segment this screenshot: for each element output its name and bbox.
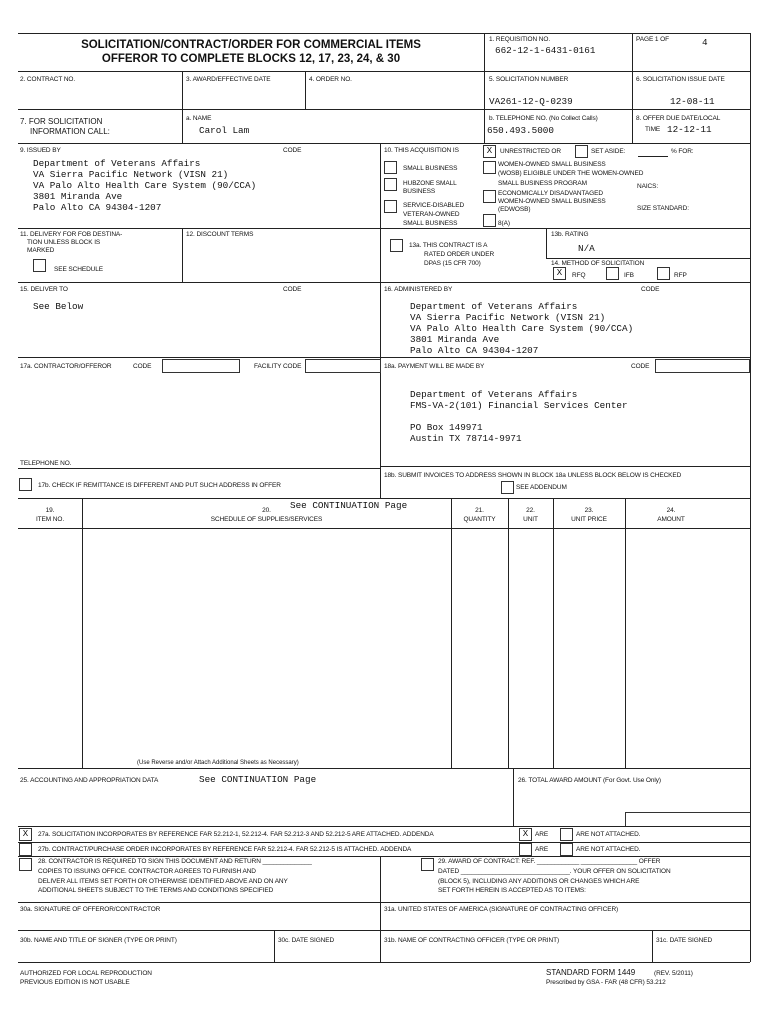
clause-27b-text: 27b. CONTRACT/PURCHASE ORDER INCORPORATES BY REFERENCE FAR 52.212-4. FAR 52.212-5 IS ATTACHED. ADDENDA <box>38 846 412 853</box>
telephone-value: 650.493.5000 <box>487 125 554 136</box>
clause-27b-are-label: ARE <box>535 846 549 853</box>
rfp-label: RFP <box>674 272 687 279</box>
officer-name-label: 31b. NAME OF CONTRACTING OFFICER (TYPE OR PRINT) <box>384 937 560 944</box>
issued-by-line: VA Sierra Pacific Network (VISN 21) <box>33 169 229 180</box>
rating-label: 13b. RATING <box>551 231 589 238</box>
clause-27a-text: 27a. SOLICITATION INCORPORATES BY REFERENCE FAR 52.212-1, 52.212-4. FAR 52.212-3 AND 52.212-5 ARE ATTACHED. ADDENDA <box>38 831 434 838</box>
clause-27b-are-checkbox[interactable] <box>519 843 532 856</box>
deliver-to-label: 15. DELIVER TO <box>20 286 68 293</box>
contact-name-label: a. NAME <box>186 115 212 122</box>
fob-label-2: TION UNLESS BLOCK IS <box>27 239 101 246</box>
col-item-no-label: ITEM NO. <box>35 516 65 523</box>
remittance-checkbox[interactable] <box>19 478 32 491</box>
sdvosb-label-3: SMALL BUSINESS <box>403 220 458 227</box>
administered-by-code-label: CODE <box>641 286 660 293</box>
offer-due-time-label: TIME <box>645 126 661 133</box>
solicitation-no-value: VA261-12-Q-0239 <box>489 96 573 107</box>
requisition-no-label: 1. REQUISITION NO. <box>489 36 551 43</box>
issue-date-value: 12-08-11 <box>670 96 715 107</box>
payment-code-field[interactable] <box>655 359 750 373</box>
officer-date-label: 31c. DATE SIGNED <box>656 937 713 944</box>
total-award-field[interactable] <box>625 812 750 826</box>
contract-no-label: 2. CONTRACT NO. <box>20 76 76 83</box>
issued-by-label: 9. ISSUED BY <box>20 147 61 154</box>
offer-due-label: 8. OFFER DUE DATE/LOCAL <box>636 115 721 122</box>
payment-label: 18a. PAYMENT WILL BE MADE BY <box>384 363 485 370</box>
col-quantity-num: 21. <box>475 507 484 514</box>
contractor-telephone-label: TELEPHONE NO. <box>20 460 72 467</box>
info-call-label-2: INFORMATION CALL: <box>30 127 110 136</box>
sdvosb-label: SERVICE-DISABLED <box>403 202 465 209</box>
payment-line: FMS-VA-2(101) Financial Services Center <box>410 400 628 411</box>
signature-offeror-label: 30a. SIGNATURE OF OFFEROR/CONTRACTOR <box>20 906 161 913</box>
col-unit-label: UNIT <box>523 516 538 523</box>
payment-line: PO Box 149971 <box>410 422 483 433</box>
administered-by-line: VA Palo Alto Health Care System (90/CCA) <box>410 323 634 334</box>
edwosb-checkbox[interactable] <box>483 190 496 203</box>
clause-27b-are-not-checkbox[interactable] <box>560 843 573 856</box>
deliver-to-value: See Below <box>33 301 84 312</box>
size-standard-label: SIZE STANDARD: <box>637 205 689 212</box>
set-aside-label: SET ASIDE: <box>591 148 626 155</box>
method-label: 14. METHOD OF SOLICITATION <box>551 260 645 267</box>
administered-by-label: 16. ADMINISTERED BY <box>384 286 453 293</box>
sdvosb-label-2: VETERAN-OWNED <box>403 211 460 218</box>
accounting-value: See CONTINUATION Page <box>199 774 317 785</box>
clause-27a-are-not-checkbox[interactable] <box>560 828 573 841</box>
signer-name-label: 30b. NAME AND TITLE OF SIGNER (TYPE OR PRINT) <box>20 937 177 944</box>
issued-by-code-label: CODE <box>283 147 302 154</box>
clause-28-text-3: DELIVER ALL ITEMS SET FORTH OR OTHERWISE IDENTIFIED ABOVE AND ON ANY <box>38 878 288 885</box>
rfq-checkbox[interactable]: X <box>553 267 566 280</box>
administered-by-line: Palo Alto CA 94304-1207 <box>410 345 539 356</box>
submit-invoices-label: 18b. SUBMIT INVOICES TO ADDRESS SHOWN IN BLOCK 18a UNLESS BLOCK BELOW IS CHECKED <box>384 472 682 479</box>
edwosb-label: ECONOMICALLY DISADVANTAGED <box>498 190 603 197</box>
see-schedule-label: SEE SCHEDULE <box>54 266 104 273</box>
wosb-label-3: SMALL BUSINESS PROGRAM <box>498 180 587 187</box>
administered-by-line: 3801 Miranda Ave <box>410 334 500 345</box>
clause-28-text-4: ADDITIONAL SHEETS SUBJECT TO THE TERMS AND CONDITIONS SPECIFIED <box>38 887 274 894</box>
clause-27a-are-not-label: ARE NOT ATTACHED. <box>576 831 641 838</box>
clause-28-checkbox[interactable] <box>19 858 32 871</box>
fob-label-3: MARKED <box>27 247 55 254</box>
col-quantity-label: QUANTITY <box>463 516 496 523</box>
clause-27b-are-not-label: ARE NOT ATTACHED. <box>576 846 641 853</box>
col-amount-num: 24. <box>666 507 676 514</box>
rated-order-label: 13a. THIS CONTRACT IS A <box>409 242 488 249</box>
pct-for-label: % FOR: <box>671 148 694 155</box>
issued-by-line: Palo Alto CA 94304-1207 <box>33 202 162 213</box>
unrestricted-checkbox[interactable]: X <box>483 145 496 158</box>
clause-27a-are-label: ARE <box>535 831 549 838</box>
administered-by-line: Department of Veterans Affairs <box>410 301 578 312</box>
clause-29-text-4: SET FORTH HEREIN IS ACCEPTED AS TO ITEMS: <box>438 887 586 894</box>
footer-form-name: STANDARD FORM 1449 <box>546 968 636 977</box>
ifb-checkbox[interactable] <box>606 267 619 280</box>
wosb-checkbox[interactable] <box>483 161 496 174</box>
reverse-sheets-note: (Use Reverse and/or Attach Additional Sheets as Necessary) <box>137 760 299 766</box>
fob-label: 11. DELIVERY FOR FOB DESTINA- <box>20 231 123 238</box>
contractor-code-label: CODE <box>133 363 152 370</box>
see-schedule-checkbox[interactable] <box>33 259 46 272</box>
clause-28-text: 28. CONTRACTOR IS REQUIRED TO SIGN THIS DOCUMENT AND RETURN ______________ <box>38 858 312 865</box>
issued-by-line: 3801 Miranda Ave <box>33 191 123 202</box>
rated-order-label-2: RATED ORDER UNDER <box>424 251 495 258</box>
col-unit-price-label: UNIT PRICE <box>571 516 607 523</box>
facility-code-field[interactable] <box>305 359 381 373</box>
edwosb-label-2: WOMEN-OWNED SMALL BUSINESS <box>498 198 606 205</box>
clause-29-text-2: DATED _______________________________. YOUR OFFER ON SOLICITATION <box>438 868 671 875</box>
issue-date-label: 6. SOLICITATION ISSUE DATE <box>636 76 725 83</box>
payment-line: Austin TX 78714-9971 <box>410 433 522 444</box>
clause-27a-are-checkbox[interactable]: X <box>519 828 532 841</box>
eight-a-checkbox[interactable] <box>483 214 496 227</box>
issued-by-line: Department of Veterans Affairs <box>33 158 201 169</box>
administered-by-line: VA Sierra Pacific Network (VISN 21) <box>410 312 606 323</box>
page-label: PAGE 1 OF <box>636 36 669 43</box>
col-schedule-label: SCHEDULE OF SUPPLIES/SERVICES <box>210 516 323 523</box>
rfp-checkbox[interactable] <box>657 267 670 280</box>
wosb-label: WOMEN-OWNED SMALL BUSINESS <box>498 161 606 168</box>
requisition-no-value: 662-12-1-6431-0161 <box>495 45 596 56</box>
payment-code-label: CODE <box>631 363 650 370</box>
ifb-label: IFB <box>624 272 634 279</box>
solicitation-no-label: 5. SOLICITATION NUMBER <box>489 76 569 83</box>
sdvosb-checkbox[interactable] <box>384 200 397 213</box>
eight-a-label: 8(A) <box>498 220 510 227</box>
col-amount-label: AMOUNT <box>657 516 685 523</box>
clause-28-text-2: COPIES TO ISSUING OFFICE. CONTRACTOR AGREES TO FURNISH AND <box>38 868 256 875</box>
total-award-label: 26. TOTAL AWARD AMOUNT (For Govt. Use Only) <box>518 777 661 784</box>
clause-27a-checkbox[interactable]: X <box>19 828 32 841</box>
award-date-label: 3. AWARD/EFFECTIVE DATE <box>186 76 271 83</box>
col-unit-price-num: 23. <box>584 507 594 514</box>
rfq-label: RFQ <box>572 272 586 279</box>
order-no-label: 4. ORDER NO. <box>309 76 352 83</box>
col-schedule-num: 20. <box>262 507 271 514</box>
offer-due-value: 12-12-11 <box>667 124 712 135</box>
footer-form-rev: (REV. 5/2011) <box>654 970 693 977</box>
small-business-checkbox[interactable] <box>384 161 397 174</box>
contractor-label: 17a. CONTRACTOR/OFFEROR <box>20 363 112 370</box>
footer-previous-edition: PREVIOUS EDITION IS NOT USABLE <box>20 979 130 986</box>
payment-line: Department of Veterans Affairs <box>410 389 578 400</box>
issued-by-line: VA Palo Alto Health Care System (90/CCA) <box>33 180 257 191</box>
acquisition-label: 10. THIS ACQUISITION IS <box>384 147 459 154</box>
clause-29-checkbox[interactable] <box>421 858 434 871</box>
hubzone-label-2: BUSINESS <box>403 188 436 195</box>
col-unit-num: 22. <box>526 507 535 514</box>
clause-29-text-3: (BLOCK 5), INCLUDING ANY ADDITIONS OR CHANGES WHICH ARE <box>438 878 640 885</box>
form-subtitle: OFFEROR TO COMPLETE BLOCKS 12, 17, 23, 24, & 30 <box>101 53 401 65</box>
rated-order-checkbox[interactable] <box>390 239 403 252</box>
rated-order-label-3: DPAS (15 CFR 700) <box>424 260 481 267</box>
edwosb-label-3: (EDWOSB) <box>498 206 531 213</box>
hubzone-checkbox[interactable] <box>384 178 397 191</box>
unrestricted-label: UNRESTRICTED OR <box>500 148 561 155</box>
facility-code-label: FACILITY CODE <box>254 363 302 370</box>
accounting-label: 25. ACCOUNTING AND APPROPRIATION DATA <box>20 777 159 784</box>
contractor-code-field[interactable] <box>162 359 240 373</box>
naics-label: NAICS: <box>637 183 659 190</box>
clause-27b-checkbox[interactable] <box>19 843 32 856</box>
addendum-label: SEE ADDENDUM <box>516 484 567 491</box>
signature-officer-label: 31a. UNITED STATES OF AMERICA (SIGNATURE OF CONTRACTING OFFICER) <box>384 906 619 913</box>
hubzone-label: HUBZONE SMALL <box>403 180 457 187</box>
info-call-label: 7. FOR SOLICITATION <box>20 117 103 126</box>
telephone-label: b. TELEPHONE NO. (No Collect Calls) <box>489 115 598 122</box>
page-total: 4 <box>702 37 708 48</box>
clause-29-text: 29. AWARD OF CONTRACT: REF. ____________ ________________ OFFER <box>438 858 661 865</box>
footer-prescribed: Prescribed by GSA - FAR (48 CFR) 53.212 <box>546 979 666 986</box>
contact-name-value: Carol Lam <box>199 125 250 136</box>
form-title: SOLICITATION/CONTRACT/ORDER FOR COMMERCIAL ITEMS <box>81 39 421 51</box>
col-item-no-num: 19. <box>45 507 55 514</box>
small-business-label: SMALL BUSINESS <box>403 165 458 172</box>
discount-terms-label: 12. DISCOUNT TERMS <box>186 231 254 238</box>
addendum-checkbox[interactable] <box>501 481 514 494</box>
wosb-label-2: (WOSB) ELIGIBLE UNDER THE WOMEN-OWNED <box>498 170 644 177</box>
footer-reproduction: AUTHORIZED FOR LOCAL REPRODUCTION <box>20 970 152 977</box>
signer-date-label: 30c. DATE SIGNED <box>278 937 335 944</box>
deliver-to-code-label: CODE <box>283 286 302 293</box>
rating-value: N/A <box>578 243 595 254</box>
schedule-continuation: See CONTINUATION Page <box>290 500 408 511</box>
set-aside-checkbox[interactable] <box>575 145 588 158</box>
remittance-label: 17b. CHECK IF REMITTANCE IS DIFFERENT AND PUT SUCH ADDRESS IN OFFER <box>38 482 281 489</box>
